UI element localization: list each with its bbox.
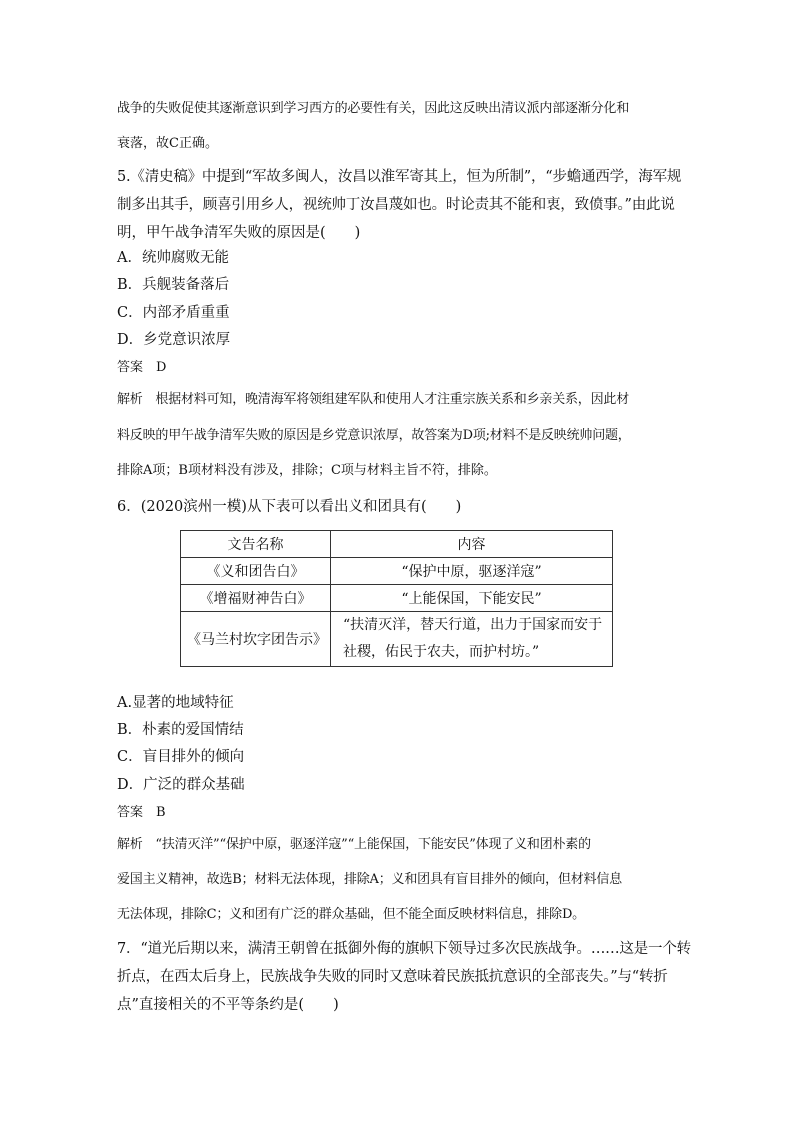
table-cell-content: “保护中原，驱逐洋寇” xyxy=(331,558,613,585)
question-7-stem: 折点，在西太后身上，民族战争失败的同时又意味着民族抵抗意识的全部丧失。”与“转折 xyxy=(117,969,668,985)
table-row xyxy=(181,585,613,612)
question-5-stem: 明，甲午战争清军失败的原因是( ) xyxy=(117,225,361,241)
question-6-option-b: B．朴素的爱国情结 xyxy=(117,722,244,738)
question-6-analysis: 爱国主义精神，故选B；材料无法体现，排除A；义和团具有盲目排外的倾向，但材料信息 xyxy=(117,872,622,887)
question-5-answer: 答案 D xyxy=(117,360,167,375)
question-5-analysis: 排除A项；B项材料没有涉及，排除；C项与材料主旨不符，排除。 xyxy=(117,463,497,478)
question-7-stem: 7．“道光后期以来，满清王朝曾在抵御外侮的旗帜下领导过多次民族战争。……这是一个转 xyxy=(117,941,691,957)
question-6-stem: 6．(2020滨州一模)从下表可以看出义和团具有( ) xyxy=(117,499,462,515)
table-cell-name: 《义和团告白》 xyxy=(181,558,331,585)
question-5-option-d: D．乡党意识浓厚 xyxy=(117,332,231,348)
question-5-stem: 5.《清史稿》中提到“军故多闽人，汝昌以淮军寄其上，恒为所制”，“步蟾通西学，海军规 xyxy=(117,169,682,185)
question-6-answer: 答案 B xyxy=(117,805,166,820)
table-cell-content xyxy=(331,612,613,667)
table-cell-content-line: 社稷，佑民于农夫，而护村坊。” xyxy=(343,644,540,660)
table-cell-content-line: “扶清灭洋，替天行道，出力于国家而安于 xyxy=(343,617,603,634)
analysis-text-line: 战争的失败促使其逐渐意识到学习西方的必要性有关，因此这反映出清议派内部逐渐分化和 xyxy=(117,101,630,116)
question-5-option-b: B．兵舰装备落后 xyxy=(117,277,230,293)
question-7-stem: 点”直接相关的不平等条约是( ) xyxy=(117,997,339,1013)
question-6-option-c: C．盲目排外的倾向 xyxy=(117,749,245,765)
question-5-analysis: 解析 根据材料可知，晚清海军将领组建军队和使用人才注重宗族关系和乡亲关系，因此材 xyxy=(117,392,630,407)
question-6-analysis: 解析 “扶清灭洋”“保护中原，驱逐洋寇”“上能保国，下能安民”体现了义和团朴素的 xyxy=(117,837,591,852)
table-row xyxy=(181,558,613,585)
question-5-option-c: C．内部矛盾重重 xyxy=(117,305,230,321)
question-5-option-a: A．统帅腐败无能 xyxy=(117,250,229,266)
source-table xyxy=(180,530,613,667)
question-5-stem: 制多出其手，顾喜引用乡人，视统帅丁汝昌蔑如也。时论责其不能和衷，致偾事。”由此说 xyxy=(117,197,675,213)
table-cell-name: 《增福财神告白》 xyxy=(181,585,331,612)
table-header-cell: 内容 xyxy=(331,531,613,558)
question-6-option-a: A.显著的地域特征 xyxy=(117,695,234,711)
analysis-text-line: 衰落，故C正确。 xyxy=(117,136,218,151)
table-header-cell: 文告名称 xyxy=(181,531,331,558)
table-cell-content: “上能保国，下能安民” xyxy=(331,585,613,612)
table-cell-name: 《马兰村坎字团告示》 xyxy=(181,612,331,667)
question-6-analysis: 无法体现，排除C；义和团有广泛的群众基础，但不能全面反映材料信息，排除D。 xyxy=(117,907,585,922)
question-6-option-d: D．广泛的群众基础 xyxy=(117,777,245,793)
table-row xyxy=(181,612,613,667)
table-header-row xyxy=(181,531,613,558)
question-5-analysis: 料反映的甲午战争清军失败的原因是乡党意识浓厚，故答案为D项;材料不是反映统帅问题， xyxy=(117,428,631,443)
